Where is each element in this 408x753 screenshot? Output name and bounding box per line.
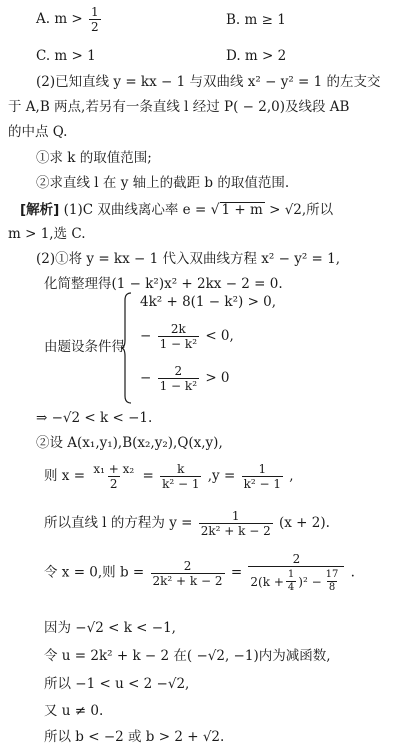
midpoint-f2-num: k: [177, 462, 185, 476]
cond2: [140, 323, 234, 350]
cond3-den: 1 − k²: [159, 379, 198, 393]
midpoint-f1: [91, 463, 136, 490]
choice-c: C. m > 1: [36, 48, 96, 64]
solution-s1b: > √2,所以: [269, 202, 334, 218]
cond1: 4k² + 8(1 − k²) > 0,: [140, 294, 277, 310]
quarter-den: 4: [287, 582, 295, 593]
q2-line3: 的中点 Q.: [8, 124, 68, 140]
choice-b: B. m ≥ 1: [226, 12, 286, 28]
intercept-den-a: 2(k +: [250, 574, 284, 589]
intercept-pre: 令 x = 0,则 b =: [44, 564, 145, 581]
line-equation: [44, 510, 330, 537]
solution-line2: m > 1,选 C.: [8, 226, 86, 242]
q2-sub2: ②求直线 l 在 y 轴上的截距 b 的取值范围.: [36, 175, 290, 191]
midpoint-f3-den: k² − 1: [243, 477, 281, 491]
midpoint-f1-den: 2: [109, 477, 118, 491]
intercept-den-quarter: [286, 570, 296, 593]
line-eq-post: (x + 2).: [279, 515, 330, 531]
solution-s3a: ②设 A(x₁,y₁),B(x₂,y₂),Q(x,y),: [36, 435, 223, 451]
intercept-f1-num: 2: [183, 558, 192, 573]
choice-a: [36, 6, 103, 33]
quarter-num: 1: [287, 569, 295, 580]
midpoint-f2-den: k² − 1: [162, 477, 200, 491]
cond3-post: > 0: [205, 370, 230, 386]
solution-s1a: (1)C 双曲线离心率 e =: [63, 202, 207, 218]
cond2-num: 2k: [170, 322, 186, 336]
left-brace: [120, 292, 132, 404]
solution-s4b: 令 u = 2k² + k − 2 在( −√2, −1)内为减函数,: [44, 648, 331, 664]
intercept-f2: [248, 553, 344, 593]
midpoint-f2: [160, 463, 201, 490]
intercept-eq: =: [230, 564, 243, 581]
solution-line4: 化简整理得(1 − k²)x² + 2kx − 2 = 0.: [44, 276, 283, 292]
solution-tag: [解析]: [20, 202, 60, 218]
cond2-den: 1 − k²: [159, 337, 198, 351]
choice-d: D. m > 2: [226, 48, 287, 64]
cond2-minus: −: [140, 328, 152, 344]
cond2-post: < 0,: [205, 328, 234, 344]
choice-a-label: A.: [36, 11, 51, 27]
solution-s1-rad: 1 + m: [221, 202, 263, 218]
line-eq-fraction: [199, 510, 273, 537]
choice-a-lhs: m >: [54, 11, 83, 27]
k-result: ⇒ −√2 < k < −1.: [36, 410, 153, 426]
intercept-f1-den: 2k² + k − 2: [152, 573, 223, 588]
cond3: [140, 365, 230, 392]
line-eq-num: 1: [231, 509, 240, 523]
q2-line2: 于 A,B 两点,若另有一条直线 l 经过 P( − 2,0)及线段 AB: [8, 99, 350, 115]
intercept-den-seventeen: [324, 570, 341, 593]
intercept-den-b: )² −: [298, 574, 322, 589]
solution-s4e: 所以 b < −2 或 b > 2 + √2.: [44, 729, 225, 745]
midpoint-f3: [242, 463, 283, 490]
midpoint-f3-num: 1: [258, 462, 267, 476]
solution-s4c: 所以 −1 < u < 2 −√2,: [44, 676, 190, 692]
seventeen-num: 17: [325, 569, 339, 580]
intercept-end: .: [350, 564, 355, 581]
solution-line3: (2)①将 y = kx − 1 代入双曲线方程 x² − y² = 1,: [36, 251, 341, 267]
solution-line1: [解析] (1)C 双曲线离心率 e = √ 1 + m > √2,所以: [20, 202, 334, 218]
line-eq-pre: 所以直线 l 的方程为 y =: [44, 515, 193, 531]
choice-a-fraction: [89, 6, 101, 33]
midpoint-pre: 则 x =: [44, 468, 86, 484]
midpoint-mid: ,y =: [207, 468, 236, 484]
cond-label: 由题设条件得: [44, 339, 125, 355]
intercept-f2-num: 2: [292, 552, 301, 566]
q2-line1: (2)已知直线 y = kx − 1 与双曲线 x² − y² = 1 的左支交: [36, 74, 381, 90]
midpoint-f1-num: x₁ + x₂: [93, 462, 135, 476]
intercept-f1: [151, 560, 225, 587]
midpoint-line: [44, 463, 294, 490]
intercept-f2-den: [248, 566, 344, 593]
cond3-minus: −: [140, 370, 152, 386]
choice-a-num: 1: [91, 5, 99, 19]
choice-a-den: 2: [91, 20, 99, 34]
cond3-fraction: [158, 365, 199, 392]
cond3-num: 2: [174, 364, 183, 378]
solution-s4a: 因为 −√2 < k < −1,: [44, 620, 176, 636]
cond2-fraction: [158, 323, 199, 350]
intercept-line: [44, 553, 355, 593]
midpoint-end: ,: [289, 468, 294, 484]
q2-sub1: ①求 k 的取值范围;: [36, 150, 152, 166]
midpoint-eq: =: [142, 468, 154, 484]
solution-s4d: 又 u ≠ 0.: [44, 703, 104, 719]
line-eq-den: 2k² + k − 2: [200, 524, 271, 538]
seventeen-den: 8: [328, 582, 336, 593]
